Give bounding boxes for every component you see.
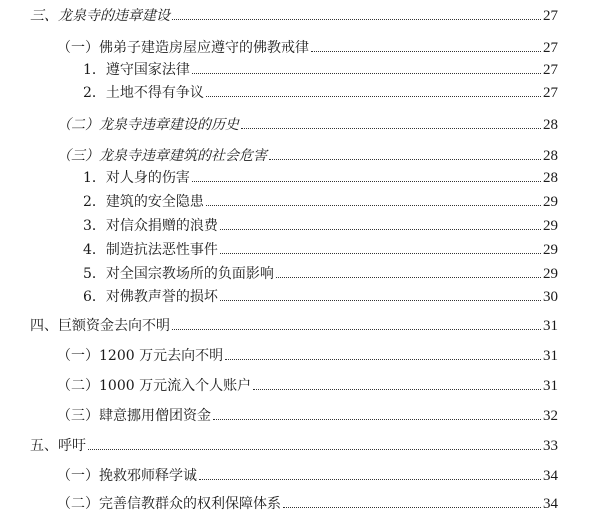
dot-leader [283,506,541,508]
toc-entry-title: （一）佛弟子建造房屋应遵守的佛教戒律 [57,40,309,56]
toc-entry-section-5[interactable] [30,434,558,454]
dot-leader [192,72,541,74]
dot-leader [276,276,541,278]
dot-leader [253,388,541,390]
toc-entry-3-3[interactable] [57,144,558,164]
toc-entry-3-3-1[interactable] [83,166,558,186]
toc-entry-3-3-5[interactable] [83,262,558,282]
dot-leader [88,448,541,450]
toc-entry-page: 31 [543,318,558,334]
toc-entry-title: 三、龙泉寺的违章建设 [30,8,170,24]
toc-entry-3-3-6[interactable] [83,285,558,305]
toc-entry-page: 31 [543,348,558,364]
toc-entry-title: （二）龙泉寺违章建设的历史 [57,117,239,133]
dot-leader [269,158,541,160]
toc-entry-page: 34 [543,496,558,512]
dot-leader [220,299,541,301]
toc-entry-page: 27 [543,62,558,78]
toc-entry-page: 29 [543,266,558,282]
toc-entry-page: 28 [543,148,558,164]
toc-entry-page: 32 [543,408,558,424]
dot-leader [206,95,541,97]
toc-entry-4-1[interactable] [57,344,558,364]
toc-entry-5-2[interactable] [57,492,558,512]
toc-entry-title: （三）肆意挪用僧团资金 [57,408,211,424]
toc-entry-title: 1．遵守国家法律 [83,62,190,78]
toc-entry-section-3[interactable] [30,4,558,24]
toc-entry-4-3[interactable] [57,404,558,424]
dot-leader [225,358,541,360]
dot-leader [172,328,541,330]
toc-entry-3-2[interactable] [57,113,558,133]
toc-entry-title: 2．土地不得有争议 [83,85,204,101]
toc-entry-title: （一）挽救邪师释学诚 [57,468,197,484]
toc-entry-page: 27 [543,40,558,56]
dot-leader [220,252,541,254]
toc-entry-title: 6．对佛教声誉的损坏 [83,289,218,305]
dot-leader [192,180,541,182]
toc-entry-title: （二）1000 万元流入个人账户 [57,378,252,394]
dot-leader [213,418,541,420]
dot-leader [206,204,541,206]
toc-entry-3-3-2[interactable] [83,190,558,210]
toc-entry-page: 34 [543,468,558,484]
toc-entry-5-1[interactable] [57,464,558,484]
toc-entry-3-1-2[interactable] [83,81,558,101]
toc-entry-title: 4．制造抗法恶性事件 [83,242,218,258]
toc-entry-page: 28 [543,117,558,133]
toc-entry-3-1[interactable] [57,36,558,56]
toc-entry-page: 29 [543,218,558,234]
dot-leader [172,18,541,20]
toc-entry-4-2[interactable] [57,374,558,394]
dot-leader [241,127,541,129]
toc-entry-title: 2．建筑的安全隐患 [83,194,204,210]
toc-entry-page: 31 [543,378,558,394]
toc-entry-page: 30 [543,289,558,305]
toc-entry-3-1-1[interactable] [83,58,558,78]
toc-entry-page: 27 [543,85,558,101]
toc-entry-title: （二）完善信教群众的权利保障体系 [57,496,281,512]
toc-entry-page: 28 [543,170,558,186]
dot-leader [199,478,541,480]
toc-entry-page: 29 [543,242,558,258]
toc-entry-page: 29 [543,194,558,210]
toc-entry-title: 5．对全国宗教场所的负面影响 [83,266,274,282]
toc-entry-section-4[interactable] [30,314,558,334]
toc-entry-page: 33 [543,438,558,454]
dot-leader [220,228,541,230]
dot-leader [311,50,541,52]
toc-entry-title: 四、巨额资金去向不明 [30,318,170,334]
toc-entry-3-3-4[interactable] [83,238,558,258]
toc-entry-3-3-3[interactable] [83,214,558,234]
toc-entry-title: 五、呼吁 [30,438,86,454]
toc-entry-title: （一）1200 万元去向不明 [57,348,224,364]
toc-entry-title: 1．对人身的伤害 [83,170,190,186]
toc-entry-page: 27 [543,8,558,24]
toc-entry-title: 3．对信众捐赠的浪费 [83,218,218,234]
toc-entry-title: （三）龙泉寺违章建筑的社会危害 [57,148,267,164]
